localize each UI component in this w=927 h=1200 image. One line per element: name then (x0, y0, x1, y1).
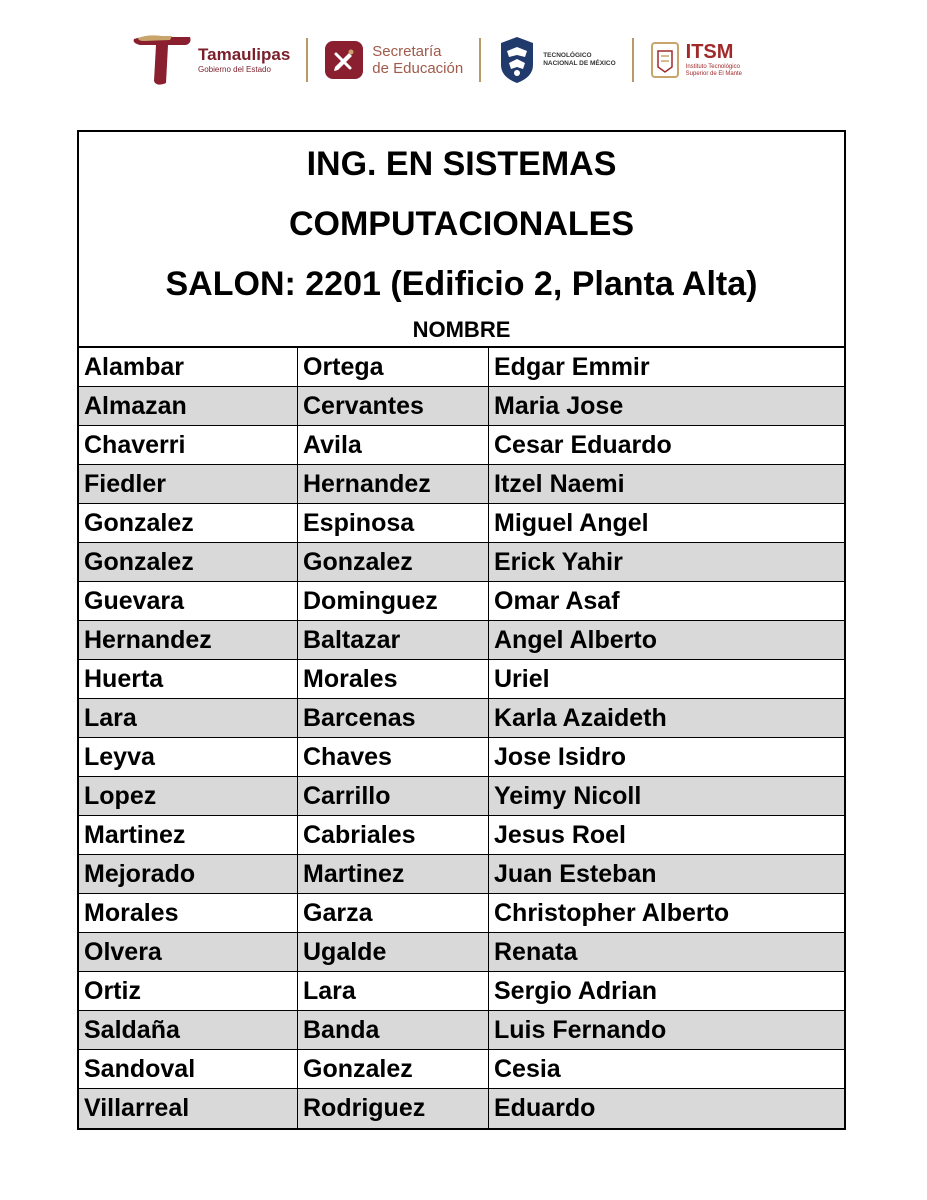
cell-apellido-paterno: Sandoval (79, 1050, 298, 1088)
cell-apellido-paterno: Saldaña (79, 1011, 298, 1049)
table-row (79, 972, 844, 1011)
tecnm-wordmark (543, 52, 615, 68)
table-row (79, 543, 844, 582)
cell-apellido-materno: Ortega (298, 348, 489, 386)
program-title-line2: COMPUTACIONALES (288, 205, 635, 243)
table-row (79, 816, 844, 855)
table-row (79, 387, 844, 426)
cell-nombre: Luis Fernando (494, 1016, 667, 1044)
tecnm-line2: NACIONAL DE MÉXICO (543, 60, 616, 67)
roster-header (79, 132, 844, 348)
cell-nombre: Karla Azaideth (494, 704, 667, 732)
secretaria-line2: de Educación (372, 60, 464, 77)
cell-nombre: Jesus Roel (494, 821, 627, 849)
table-row (79, 1011, 844, 1050)
cell-apellido-materno: Cabriales (298, 816, 489, 854)
table-row (79, 1050, 844, 1089)
cell-nombre: Maria Jose (494, 392, 624, 420)
logo-header (132, 30, 782, 90)
cell-apellido-paterno: Mejorado (79, 855, 298, 893)
cell-apellido-paterno: Gonzalez (79, 543, 298, 581)
cell-apellido-materno: Lara (298, 972, 489, 1010)
tamaulipas-subtitle: Gobierno del Estado (198, 65, 271, 74)
cell-apellido-materno: Avila (298, 426, 489, 464)
cell-nombre: Angel Alberto (494, 626, 657, 654)
table-row (79, 1089, 844, 1128)
cell-apellido-materno: Espinosa (298, 504, 489, 542)
table-row (79, 699, 844, 738)
cell-apellido-materno: Barcenas (298, 699, 489, 737)
cell-apellido-paterno: Huerta (79, 660, 298, 698)
logo-divider (306, 38, 308, 82)
itsm-logo (650, 30, 742, 90)
table-row (79, 504, 844, 543)
cell-apellido-paterno: Almazan (79, 387, 298, 425)
table-row (79, 855, 844, 894)
itsm-sub-line2: Superior de El Mante (685, 71, 743, 77)
cell-nombre: Itzel Naemi (494, 470, 625, 498)
cell-apellido-paterno: Morales (79, 894, 298, 932)
cell-apellido-materno: Chaves (298, 738, 489, 776)
column-header-nombre: NOMBRE (412, 317, 511, 342)
cell-apellido-paterno: Ortiz (79, 972, 298, 1010)
cell-nombre: Cesar Eduardo (494, 431, 672, 459)
cell-apellido-paterno: Fiedler (79, 465, 298, 503)
cell-apellido-paterno: Martinez (79, 816, 298, 854)
table-row (79, 660, 844, 699)
cell-nombre: Eduardo (494, 1094, 596, 1122)
cell-nombre: Uriel (494, 665, 550, 693)
cell-nombre: Omar Asaf (494, 587, 620, 615)
itsm-sub-line1: Instituto Tecnológico (685, 64, 740, 70)
tamaulipas-wordmark (198, 46, 290, 74)
cell-apellido-paterno: Leyva (79, 738, 298, 776)
table-row (79, 426, 844, 465)
cell-nombre: Christopher Alberto (494, 899, 730, 927)
cell-apellido-materno: Rodriguez (298, 1089, 489, 1128)
logo-divider (479, 38, 481, 82)
cell-apellido-paterno: Chaverri (79, 426, 298, 464)
roster-rows (79, 348, 844, 1128)
cell-apellido-materno: Gonzalez (298, 1050, 489, 1088)
cell-nombre: Erick Yahir (494, 548, 623, 576)
secretaria-educacion-logo (324, 30, 463, 90)
secretaria-wordmark (372, 43, 463, 77)
table-row (79, 582, 844, 621)
secretaria-pencil-icon (324, 40, 364, 80)
table-row (79, 738, 844, 777)
cell-apellido-materno: Carrillo (298, 777, 489, 815)
tecnm-logo (497, 30, 615, 90)
cell-apellido-paterno: Hernandez (79, 621, 298, 659)
tamaulipas-t-icon (132, 33, 194, 87)
table-row (79, 933, 844, 972)
itsm-subtitle (686, 64, 742, 78)
cell-nombre: Renata (494, 938, 578, 966)
table-row (79, 894, 844, 933)
cell-apellido-materno: Dominguez (298, 582, 489, 620)
cell-nombre: Edgar Emmir (494, 353, 650, 381)
cell-apellido-materno: Martinez (298, 855, 489, 893)
cell-apellido-materno: Morales (298, 660, 489, 698)
cell-apellido-paterno: Lopez (79, 777, 298, 815)
logo-divider (632, 38, 634, 82)
secretaria-line1: Secretaría (372, 43, 442, 60)
itsm-wordmark (686, 42, 742, 78)
table-row (79, 621, 844, 660)
cell-nombre: Yeimy Nicoll (494, 782, 642, 810)
cell-apellido-materno: Hernandez (298, 465, 489, 503)
cell-apellido-paterno: Alambar (79, 348, 298, 386)
cell-nombre: Sergio Adrian (494, 977, 657, 1005)
student-roster-table (77, 130, 846, 1130)
cell-apellido-materno: Baltazar (298, 621, 489, 659)
table-row (79, 777, 844, 816)
cell-apellido-paterno: Olvera (79, 933, 298, 971)
tecnm-eagle-icon (497, 35, 537, 85)
cell-apellido-materno: Garza (298, 894, 489, 932)
classroom-title: SALON: 2201 (Edificio 2, Planta Alta) (165, 265, 758, 303)
cell-apellido-materno: Cervantes (298, 387, 489, 425)
itsm-name: ITSM (685, 41, 734, 63)
tamaulipas-logo (132, 30, 290, 90)
cell-apellido-paterno: Villarreal (79, 1089, 298, 1128)
cell-apellido-materno: Ugalde (298, 933, 489, 971)
itsm-seal-icon (650, 41, 680, 79)
cell-nombre: Miguel Angel (494, 509, 649, 537)
cell-nombre: Juan Esteban (494, 860, 657, 888)
table-row (79, 465, 844, 504)
table-row (79, 348, 844, 387)
cell-nombre: Cesia (494, 1055, 561, 1083)
cell-apellido-paterno: Guevara (79, 582, 298, 620)
cell-apellido-materno: Gonzalez (298, 543, 489, 581)
cell-nombre: Jose Isidro (494, 743, 626, 771)
tecnm-line1: TECNOLÓGICO (543, 52, 592, 59)
program-title-line1: ING. EN SISTEMAS (306, 145, 617, 183)
cell-apellido-paterno: Lara (79, 699, 298, 737)
tamaulipas-name: Tamaulipas (198, 45, 291, 64)
cell-apellido-materno: Banda (298, 1011, 489, 1049)
cell-apellido-paterno: Gonzalez (79, 504, 298, 542)
